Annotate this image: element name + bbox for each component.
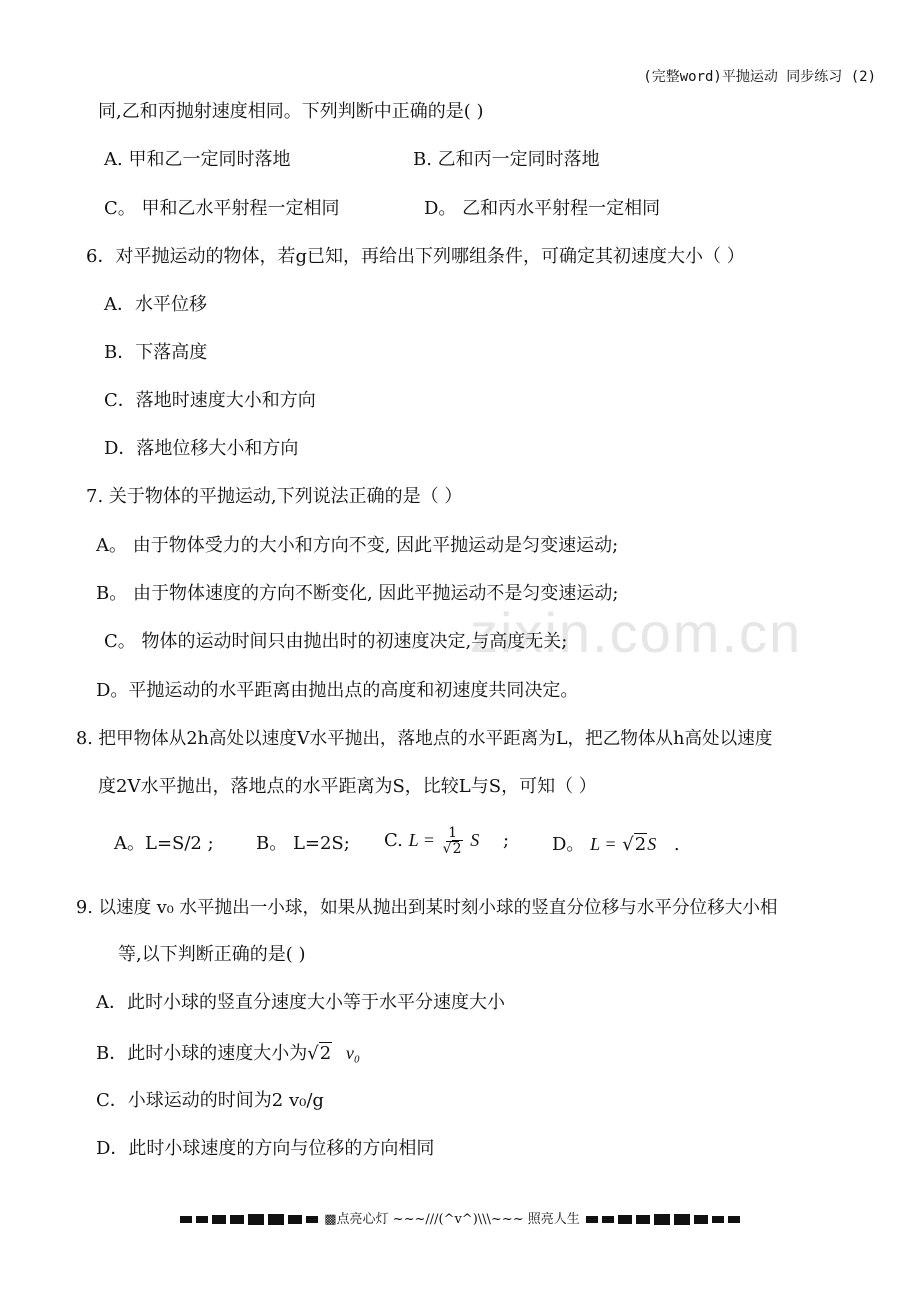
q6-option-d: D．落地位移大小和方向 <box>104 438 299 459</box>
q6-option-a: A．水平位移 <box>104 294 207 315</box>
q5-stem-continuation: 同,乙和丙抛射速度相同。下列判断中正确的是( ) <box>98 101 484 122</box>
q8-stem-line1: 8. 把甲物体从2h高处以速度V水平抛出，落地点的水平距离为L，把乙物体从h高处以速度 <box>76 729 773 749</box>
q9-option-a: A．此时小球的竖直分速度大小等于水平分速度大小 <box>96 992 505 1013</box>
footer-bar-decoration <box>654 1214 670 1225</box>
footer-bar-decoration <box>602 1216 614 1223</box>
q9-option-c: C．小球运动的时间为2 v₀/g <box>96 1090 324 1111</box>
footer-bar-decoration <box>212 1215 226 1224</box>
q9-option-b-sqrt: √2 <box>307 1043 332 1064</box>
q6-option-b: B．下落高度 <box>104 342 208 363</box>
q6-stem: 6．对平抛运动的物体，若g已知，再给出下列哪组条件，可确定其初速度大小（ ） <box>86 246 745 267</box>
q9-option-d: D．此时小球速度的方向与位移的方向相同 <box>96 1138 435 1159</box>
q8-option-c-fraction <box>443 826 463 857</box>
footer-bar-decoration <box>230 1215 244 1224</box>
q8-option-d-lhs: L = <box>590 834 617 854</box>
footer-bar-decoration <box>712 1216 724 1223</box>
footer-bar-decoration <box>728 1216 740 1223</box>
page-header: (完整word)平抛运动 同步练习 (2) <box>643 69 876 85</box>
footer-bar-decoration <box>268 1214 284 1225</box>
q9-option-b-text: B．此时小球的速度大小为 <box>96 1043 308 1064</box>
q8-option-b: B。 L=2S; <box>256 833 350 854</box>
footer-bar-decoration <box>180 1216 192 1223</box>
footer-bar-decoration <box>674 1214 690 1225</box>
q6-option-c: C．落地时速度大小和方向 <box>104 390 316 411</box>
q9-option-b <box>96 1041 360 1066</box>
footer-text: ▩点亮心灯 ~~~///(^v^)\\\~~~ 照亮人生 <box>324 1212 580 1227</box>
q8-option-c-separator: ; <box>502 830 510 851</box>
footer-bar-decoration <box>694 1215 708 1224</box>
q8-option-c-lhs: L = <box>408 830 435 850</box>
page-footer <box>0 1208 920 1227</box>
fraction-numerator: 1 <box>448 824 458 841</box>
q8-option-d-end: . <box>673 834 680 855</box>
q8-option-c-label: C. <box>384 830 403 851</box>
footer-bar-decoration <box>288 1215 302 1224</box>
q9-option-b-variable: v₀ <box>345 1043 361 1063</box>
q7-option-b: B。 由于物体速度的方向不断变化, 因此平抛运动不是匀变速运动; <box>96 583 619 604</box>
q5-option-a: A. 甲和乙一定同时落地 <box>104 149 291 170</box>
q8-option-d-sqrt: √2 <box>622 834 647 855</box>
fraction-denominator: √2 <box>442 840 462 857</box>
q8-option-a: A。L=S/2 ; <box>114 833 214 854</box>
footer-bar-decoration <box>306 1216 318 1223</box>
q8-option-c-rhs: S <box>470 830 480 850</box>
watermark: zixin.com.cn <box>470 601 803 664</box>
q8-stem-line2: 度2V水平抛出，落地点的水平距离为S，比较L与S，可知（ ） <box>98 776 597 797</box>
q5-option-d: D。 乙和丙水平射程一定相同 <box>424 198 661 219</box>
q7-option-c: C。 物体的运动时间只由抛出时的初速度决定,与高度无关; <box>104 631 568 652</box>
footer-bar-decoration <box>196 1216 208 1223</box>
q8-option-c <box>384 822 509 859</box>
q8-option-d-rhs: S <box>647 834 657 854</box>
footer-bar-decoration <box>248 1214 264 1225</box>
q7-option-a: A。 由于物体受力的大小和方向不变, 因此平抛运动是匀变速运动; <box>96 535 619 556</box>
footer-bar-decoration <box>618 1215 632 1224</box>
q9-stem-line1: 9. 以速度 v₀ 水平抛出一小球，如果从抛出到某时刻小球的竖直分位移与水平分位移大小相 <box>76 898 778 918</box>
footer-bar-decoration <box>636 1215 650 1224</box>
q8-option-d-label: D。 <box>552 834 585 855</box>
q5-option-c: C。 甲和乙水平射程一定相同 <box>104 198 340 219</box>
q9-stem-line2: 等,以下判断正确的是( ) <box>118 944 306 965</box>
q7-option-d: D。平抛运动的水平距离由抛出点的高度和初速度共同决定。 <box>96 680 579 701</box>
q8-option-d <box>552 832 680 857</box>
footer-bar-decoration <box>586 1216 598 1223</box>
q7-stem: 7. 关于物体的平抛运动,下列说法正确的是（ ） <box>86 486 463 507</box>
q5-option-b: B. 乙和丙一定同时落地 <box>413 149 600 170</box>
